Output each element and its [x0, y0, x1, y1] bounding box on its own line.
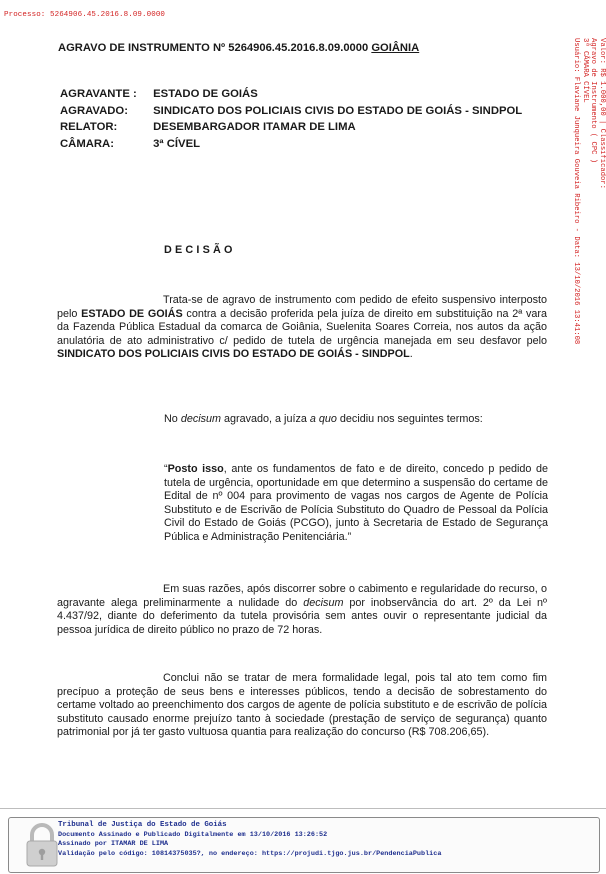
party-value: DESEMBARGADOR ITAMAR DE LIMA [153, 121, 356, 133]
parties-block [60, 88, 522, 154]
side-stamp [562, 38, 606, 418]
side-stamp-line: Usuário: Flaviane Junqueira Gouveia Ribeiro - Data: 13/10/2016 13:41:08 [572, 38, 581, 345]
quoted-decision [164, 463, 548, 545]
title-city: GOIÂNIA [371, 42, 420, 54]
text-run: . [409, 348, 413, 361]
validation-line: Validação pelo código: 10814375035?, no endereço: https://projudi.tjgo.jus.br/PendenciaPublica [58, 849, 442, 858]
text-run: Trata-se de agravo de instrumento com pedido de efeito suspensivo interposto pelo [57, 294, 547, 320]
process-number-header: Processo: 5264906.45.2016.8.09.0000 [4, 11, 166, 19]
side-stamp-line: 3ª CÂMARA CÍVEL [580, 38, 589, 103]
side-stamp-line: Agravo de Instrumento ( CPC ) [589, 38, 598, 164]
party-row-agravado [60, 105, 522, 122]
signed-date-line: Documento Assinado e Publicado Digitalmente em 13/10/2016 13:26:52 [58, 830, 328, 839]
title-text: AGRAVO DE INSTRUMENTO Nº 5264906.45.2016.8.09.0000 [58, 42, 369, 54]
text-run: agravado, a juíza [221, 413, 310, 425]
party-value: ESTADO DE GOIÁS [153, 88, 258, 100]
paragraph-intro [57, 294, 547, 362]
paragraph-conclui: Conclui não se tratar de mera formalidade legal, pois tal ato tem como fim precípuo a proteção de seus bens e interesses públicos, tendo a decisão de sobrestamento do certame voltado ao preenchimento dos cargos de agente de polícia substituto e de escrivão de polícia substituto causado enorme prejuízo tanto à sociedade (prestação de serviço de segurança) quanto patrimonial por já ter gasto vultuosa quantia para realização do concurso (R$ 708.206,65). [57, 672, 547, 739]
text-run: decidiu nos seguintes termos: [336, 413, 483, 425]
paragraph-decisum [164, 413, 548, 427]
document-title [58, 42, 419, 54]
party-label: AGRAVANTE : [60, 88, 137, 100]
decision-heading: DECISÃO [164, 244, 236, 256]
text-run-bold: SINDICATO DOS POLICIAIS CIVIS DO ESTADO DE GOIÁS - SINDPOL [57, 348, 410, 361]
text-run-italic: decisum [180, 413, 222, 425]
side-stamp-line: Valor: R$ 1.000,00 | Classificador: [598, 38, 606, 189]
text-run: , ante os fundamentos de fato e de direito, concedo p pedido de tutela de urgência, oportunidade em que determino a suspensão do certame de Edital de nº 004 para provimento de vagas nos cargos de Agente de Polícia Substituto e de Escrivão de Polícia Substituto do Quadro de Pessoal da Polícia Civil do Estado de Goiás (PCGO), junto à Secretaria de Estado de Segurança Pública e Administração Penitenciária.” [164, 463, 548, 543]
text-run: Em suas razões, após discorrer sobre o cabimento e regularidade do recurso, o agravante alega preliminarmente a nulidade do [57, 583, 547, 609]
party-label: AGRAVADO: [60, 104, 128, 117]
party-label: CÂMARA: [60, 137, 114, 150]
padlock-icon [22, 822, 62, 868]
signature-text [58, 821, 441, 859]
text-run-italic: a quo [309, 413, 337, 425]
text-run-italic: decisum [303, 596, 344, 609]
text-run-bold: Posto isso [167, 463, 224, 475]
text-run: por inobservância do art. 2º da Lei nº 4.437/92, diante do deferimento da tutela provisória sem antes ouvir o representante judicial da pessoa jurídica de direito público no prazo de 72 horas. [57, 596, 547, 636]
text-run-bold: ESTADO DE GOIÁS [81, 307, 183, 320]
text-run: “ [164, 463, 168, 475]
footer-divider [0, 808, 606, 809]
party-row-camara [60, 138, 522, 155]
text-run: No [164, 413, 181, 425]
party-label: RELATOR: [60, 121, 118, 133]
signer-line: Assinado por ITAMAR DE LIMA [58, 840, 169, 849]
paragraph-razoes [57, 583, 547, 637]
text-run: contra a decisão proferida pela juíza de direito em substituição na 2ª vara da Fazenda Pública Estadual da comarca de Goiânia, Suelenita Soares Correia, nos autos da ação anulatória de ato administrativo c/ pedido de tutela de urgência manejada em seu desfavor pelo [57, 307, 547, 347]
party-value: 3ª CÍVEL [153, 137, 201, 150]
party-value: SINDICATO DOS POLICIAIS CIVIS DO ESTADO DE GOIÁS - SINDPOL [153, 104, 523, 117]
side-stamp-text [572, 38, 606, 418]
party-row-relator [60, 121, 522, 138]
party-row-agravante [60, 88, 522, 105]
court-name: Tribunal de Justiça do Estado de Goiás [58, 821, 227, 829]
